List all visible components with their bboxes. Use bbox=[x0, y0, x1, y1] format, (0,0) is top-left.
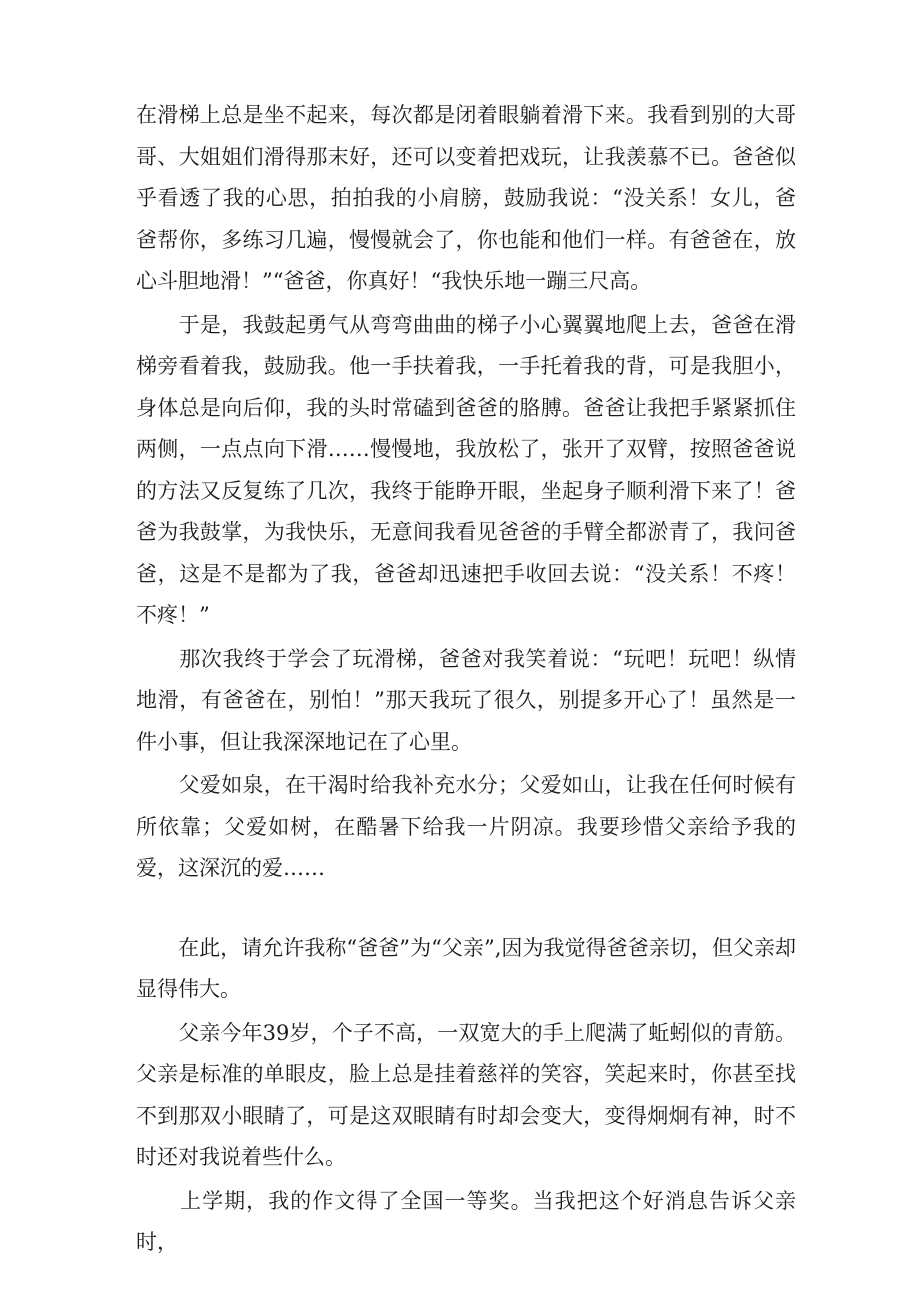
paragraph-5: 在此，请允许我称“爸爸”为“父亲”,因为我觉得爸爸亲切，但父亲却显得伟大。 bbox=[136, 935, 796, 1001]
paragraph-4: 父爱如泉，在干渴时给我补充水分；父爱如山，让我在任何时候有所依靠；父爱如树，在酷暑下给我一片阴凉。我要珍惜父亲给予我的爱，这深沉的爱…… bbox=[136, 773, 796, 880]
paragraph-2: 于是，我鼓起勇气从弯弯曲曲的梯子小心翼翼地爬上去，爸爸在滑梯旁看着我，鼓励我。他一手扶着我，一手托着我的背，可是我胆小，身体总是向后仰，我的头时常磕到爸爸的胳膊。爸爸让我把手紧紧抓住两侧，一点点向下滑……慢慢地，我放松了，张开了双臂，按照爸爸说的方法又反复练了几次，我终于能睁开眼，坐起身子顺利滑下来了！爸爸为我鼓掌，为我快乐，无意间我看见爸爸的手臂全都淤青了，我问爸爸，这是不是都为了我，爸爸却迅速把手收回去说：“没关系！不疼！不疼！” bbox=[136, 312, 796, 627]
paragraph-6: 父亲今年39岁，个子不高，一双宽大的手上爬满了蚯蚓似的青筋。父亲是标准的单眼皮，脸上总是挂着慈祥的笑容，笑起来时，你甚至找不到那双小眼睛了，可是这双眼睛有时却会变大，变得炯炯有神，时不时还对我说着些什么。 bbox=[136, 1020, 796, 1169]
article-body bbox=[136, 95, 796, 1264]
paragraph-7: 上学期，我的作文得了全国一等奖。当我把这个好消息告诉父亲时， bbox=[136, 1188, 796, 1254]
paragraph-1: 在滑梯上总是坐不起来，每次都是闭着眼躺着滑下来。我看到别的大哥哥、大姐姐们滑得那末好，还可以变着把戏玩，让我羡慕不已。爸爸似乎看透了我的心思，拍拍我的小肩膀，鼓励我说：“没关系！女儿，爸爸帮你，多练习几遍，慢慢就会了，你也能和他们一样。有爸爸在，放心斗胆地滑！”“爸爸，你真好！“我快乐地一蹦三尺高。 bbox=[136, 103, 796, 293]
paragraph-3: 那次我终于学会了玩滑梯，爸爸对我笑着说：“玩吧！玩吧！纵情地滑，有爸爸在，别怕！”那天我玩了很久，别提多开心了！虽然是一件小事，但让我深深地记在了心里。 bbox=[136, 646, 796, 754]
